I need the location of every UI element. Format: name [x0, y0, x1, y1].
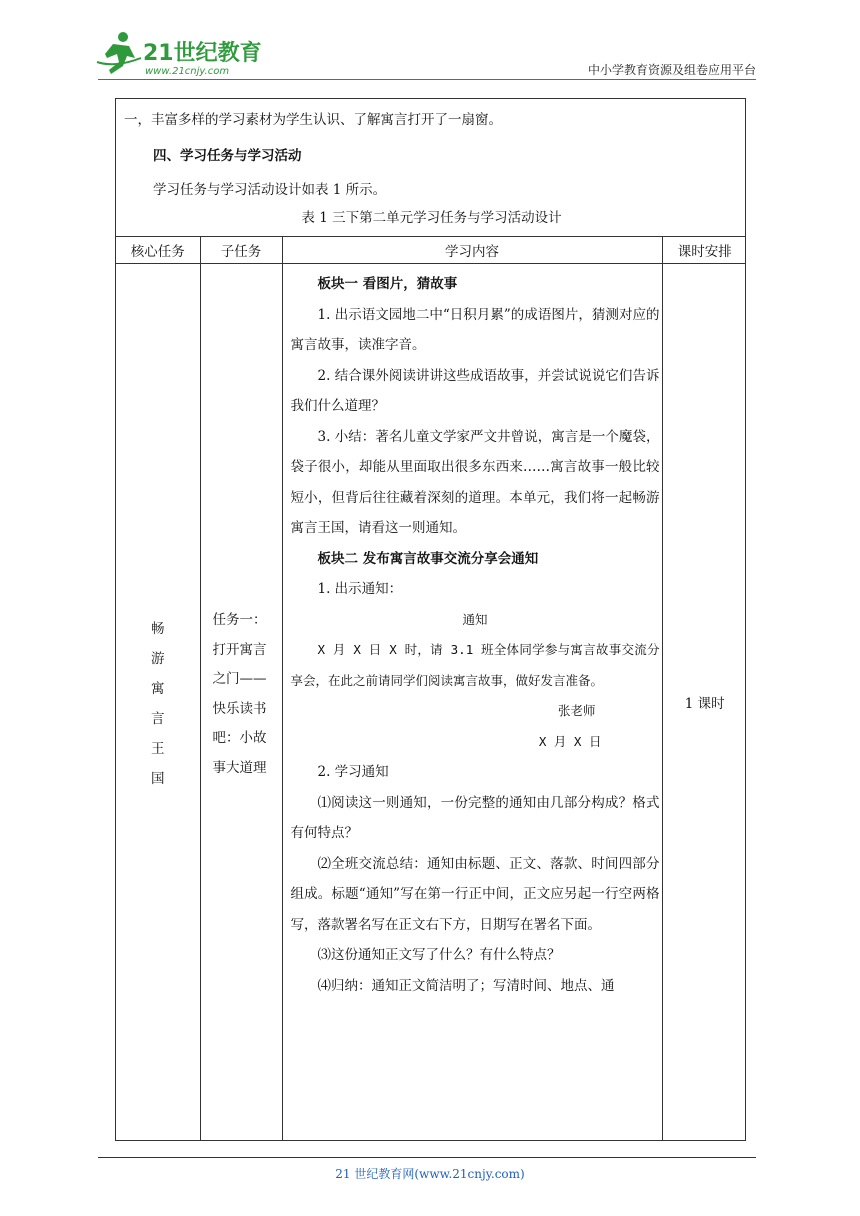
table-header-row [116, 236, 746, 264]
table-caption: 表 1 三下第二单元学习任务与学习活动设计 [301, 210, 562, 226]
section-heading: 四、学习任务与学习活动 [153, 148, 302, 164]
footer-link[interactable]: 21 世纪教育网(www.21cnjy.com) [335, 1167, 525, 1181]
block1-item: 1. 出示语文园地二中“日积月累”的成语图片，猜测对应的寓言故事，读准字音。 [290, 306, 660, 353]
hours-text: 1 课时 [684, 696, 725, 712]
sub-item: ⑴阅读这一则通知，一份完整的通知由几部分构成？格式有何特点？ [290, 794, 660, 841]
header-subtask: 子任务 [200, 236, 282, 264]
intro-paragraph: 一，丰富多样的学习素材为学生认识、了解寓言打开了一扇窗。 [124, 112, 502, 128]
site-logo[interactable] [95, 28, 270, 80]
logo-text: 21世纪教育 [143, 41, 262, 66]
intro-section [116, 99, 746, 237]
footer-divider [98, 1157, 756, 1158]
subtask-text: 任务一： 打开寓言 之门—— 快乐读书 吧：小故 事大道理 [212, 612, 267, 776]
block1-item: 3. 小结：著名儿童文学家严文井曾说，寓言是一个魔袋，袋子很小，却能从里面取出很多东西来……寓言故事一般比较短小，但背后往往藏着深刻的道理。本单元，我们将一起畅游寓言王国，请看这一则通知。 [290, 428, 660, 536]
document-frame [115, 98, 746, 1141]
table-row [116, 264, 746, 1142]
notice-date: X 月 X 日 [538, 733, 602, 749]
task-table [116, 236, 746, 1141]
notice-signer: 张老师 [557, 703, 596, 718]
intro-paragraph-2: 学习任务与学习活动设计如表 1 所示。 [153, 182, 387, 198]
hours-cell [662, 264, 746, 1142]
runner-logo-icon [95, 28, 270, 80]
page-header [0, 0, 860, 90]
sub-item: ⑶这份通知正文写了什么？有什么特点？ [317, 947, 561, 963]
subtask-cell [200, 264, 282, 1142]
content-cell [282, 264, 662, 1142]
header-divider [98, 79, 756, 80]
platform-name: 中小学教育资源及组卷应用平台 [587, 63, 756, 77]
logo-url: www.21cnjy.com [145, 66, 230, 77]
header-content: 学习内容 [282, 236, 662, 264]
block2-item: 2. 学习通知 [317, 764, 389, 780]
core-task-text: 畅 游 寓 言 王 国 [151, 621, 165, 787]
core-task-cell [116, 264, 200, 1142]
sub-item: ⑵全班交流总结：通知由标题、正文、落款、时间四部分组成。标题“通知”写在第一行正中间，正文应另起一行空两格写，落款署名写在正文右下方，日期写在署名下面。 [290, 855, 660, 933]
notice-title: 通知 [462, 611, 488, 627]
learning-content [291, 269, 660, 1001]
sub-item: ⑷归纳：通知正文简洁明了；写清时间、地点、通 [317, 977, 615, 994]
block1-title: 板块一 看图片，猜故事 [317, 276, 458, 292]
block1-item: 2. 结合课外阅读讲讲这些成语故事，并尝试说说它们告诉我们什么道理？ [290, 367, 660, 414]
header-core-task: 核心任务 [116, 236, 200, 264]
header-hours: 课时安排 [662, 236, 746, 264]
block2-item: 1. 出示通知： [317, 581, 403, 597]
notice-body: X 月 X 日 X 时，请 3.1 班全体同学参与寓言故事交流分享会，在此之前请同学们阅读寓言故事，做好发言准备。 [290, 642, 660, 688]
block2-title: 板块二 发布寓言故事交流分享会通知 [317, 550, 539, 567]
